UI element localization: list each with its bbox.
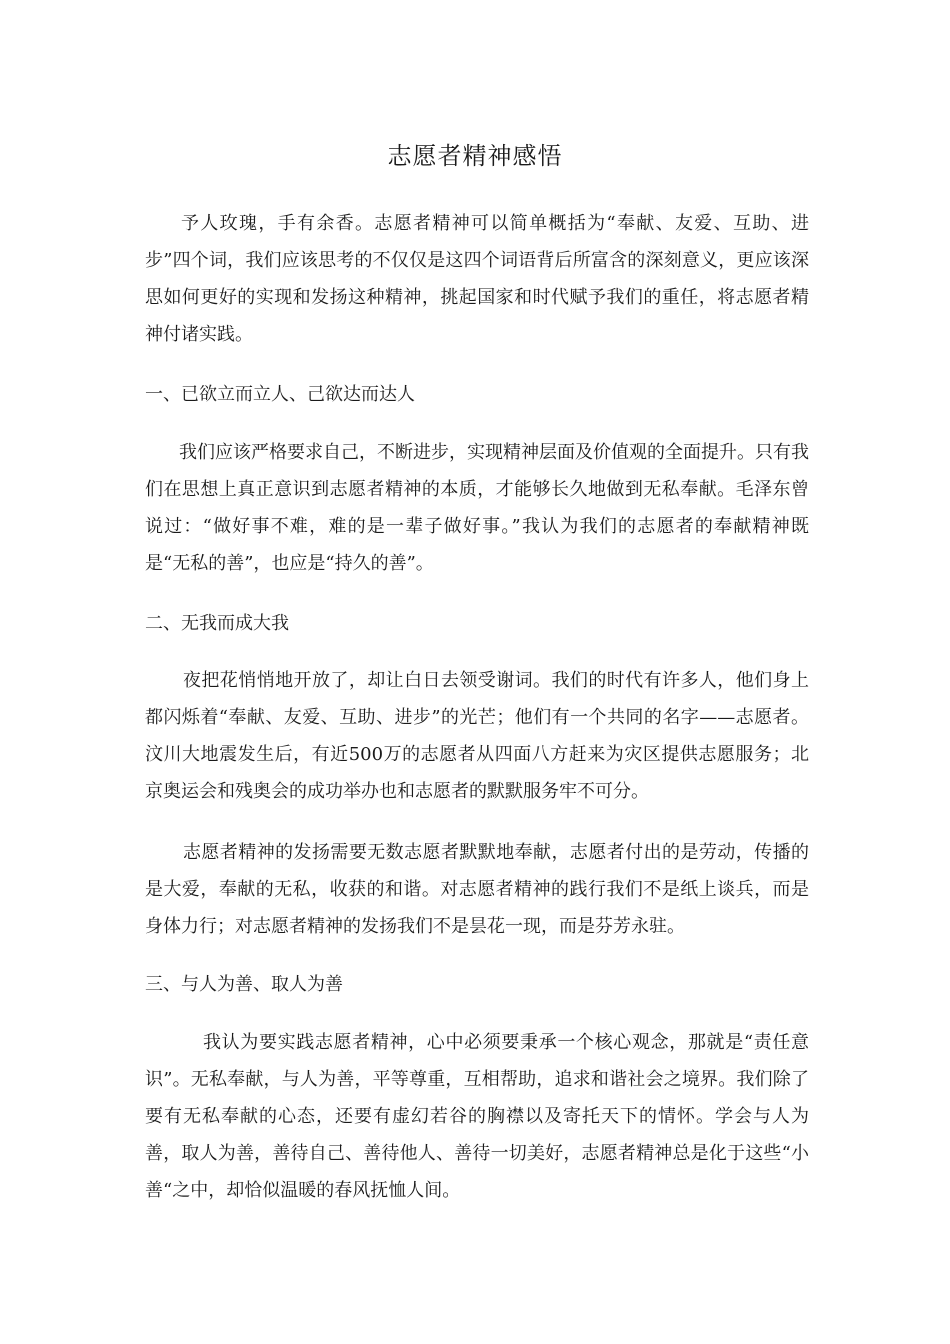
section-2-heading: 二、无我而成大我: [145, 613, 289, 634]
section-2-paragraph-2: 志愿者精神的发扬需要无数志愿者默默地奉献，志愿者付出的是劳动，传播的是大爱，奉献的无私，收获的和谐。对志愿者精神的践行我们不是纸上谈兵，而是身体力行；对志愿者精神的发扬我们不是昙花一现，而是芬芳永驻。: [145, 842, 809, 937]
section-3-heading: 三、与人为善、取人为善: [145, 974, 343, 995]
document-title: 志愿者精神感悟: [387, 142, 563, 170]
section-1-heading: 一、已欲立而立人、己欲达而达人: [145, 384, 415, 405]
section-3-paragraph: 我认为要实践志愿者精神，心中必须要秉承一个核心观念，那就是“责任意识”。无私奉献，与人为善，平等尊重，互相帮助，追求和谐社会之境界。我们除了要有无私奉献的心态，还要有虚幻若谷的胸襟以及寄托天下的情怀。学会与人为善，取人为善，善待自己、善待他人、善待一切美好，志愿者精神总是化于这些“小善“之中，却恰似温暖的春风抚恤人间。: [145, 1032, 809, 1201]
section-1-paragraph: 我们应该严格要求自己，不断进步，实现精神层面及价值观的全面提升。只有我们在思想上真正意识到志愿者精神的本质，才能够长久地做到无私奉献。毛泽东曾说过：“做好事不难，难的是一辈子做好事。”我认为我们的志愿者的奉献精神既是“无私的善”，也应是“持久的善”。: [145, 442, 809, 574]
section-2-paragraph-1: 夜把花悄悄地开放了，却让白日去领受谢词。我们的时代有许多人，他们身上都闪烁着“奉献、友爱、互助、进步”的光芒；他们有一个共同的名字——志愿者。汶川大地震发生后，有近500万的志愿者从四面八方赶来为灾区提供志愿服务；北京奥运会和残奥会的成功举办也和志愿者的默默服务牢不可分。: [145, 670, 809, 802]
intro-paragraph: 予人玫瑰，手有余香。志愿者精神可以简单概括为“奉献、友爱、互助、进步”四个词，我们应该思考的不仅仅是这四个词语背后所富含的深刻意义，更应该深思如何更好的实现和发扬这种精神，挑起国家和时代赋予我们的重任，将志愿者精神付诸实践。: [145, 213, 809, 345]
